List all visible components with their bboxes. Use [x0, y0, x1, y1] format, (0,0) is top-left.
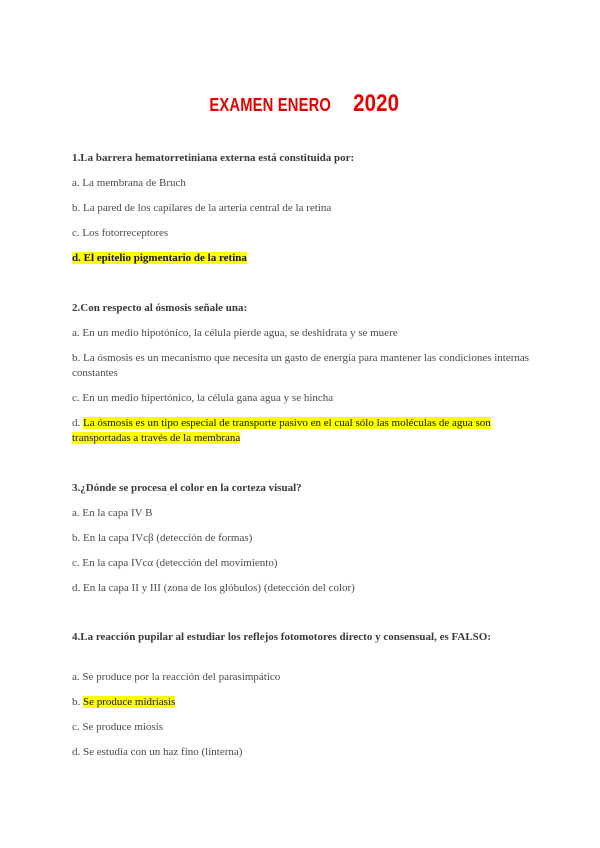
option-text: La ósmosis es un tipo especial de transporte pasivo en el cual sólo las moléculas de agua son transportadas a través de la membrana	[72, 417, 491, 444]
option-letter: a.	[72, 671, 80, 683]
option-text: La ósmosis es un mecanismo que necesita un gasto de energía para mantener las condiciones internas constantes	[72, 352, 530, 379]
option-text: Se produce midriasis	[83, 696, 176, 708]
option-letter: b.	[72, 696, 81, 708]
q4-option-a	[72, 670, 532, 685]
q3-option-a	[72, 506, 532, 521]
option-letter: a.	[72, 177, 80, 189]
option-text: En la capa IV B	[82, 507, 153, 519]
exam-title-year: 2020	[353, 90, 400, 117]
exam-title-main: EXAMEN ENERO	[209, 95, 332, 115]
option-text: En la capa II y III (zona de los glóbulos) (detección del color)	[83, 582, 355, 594]
q3-option-b	[72, 531, 532, 546]
option-letter: b.	[72, 202, 81, 214]
option-letter: d.	[72, 417, 81, 429]
option-text: En un medio hipertónico, la célula gana agua y se hincha	[82, 392, 334, 404]
option-text: Los fotorreceptores	[82, 227, 169, 239]
question-4: 4.La reacción pupilar al estudiar los reflejos fotomotores directo y consensual, es FALSO:	[72, 631, 491, 643]
q1-option-b	[72, 201, 532, 216]
option-text: En la capa IVcα (detección del movimiento)	[82, 557, 278, 569]
q2-option-a	[72, 326, 532, 341]
question-3: 3.¿Dónde se procesa el color en la corteza visual?	[72, 482, 302, 494]
option-letter: d.	[72, 582, 81, 594]
q2-option-d-correct	[72, 416, 532, 446]
option-text: En la capa IVcβ (detección de formas)	[83, 532, 253, 544]
exam-title	[0, 90, 600, 118]
q1-option-a	[72, 176, 532, 191]
q1-option-d-correct	[72, 251, 532, 266]
option-letter: c.	[72, 721, 80, 733]
q4-option-c	[72, 720, 532, 735]
question-1: 1.La barrera hematorretiniana externa está constituida por:	[72, 152, 355, 164]
q3-option-c	[72, 556, 532, 571]
option-text: Se produce miosis	[82, 721, 164, 733]
option-letter: b.	[72, 532, 81, 544]
option-text: En un medio hipotónico, la célula pierde agua, se deshidrata y se muere	[82, 327, 398, 339]
q4-option-d	[72, 745, 532, 760]
correct-answer-highlight	[72, 252, 247, 264]
option-text: Se produce por la reacción del parasimpático	[82, 671, 281, 683]
question-2: 2.Con respecto al ósmosis señale una:	[72, 302, 248, 314]
option-letter: a.	[72, 327, 80, 339]
q4-option-b-correct	[72, 695, 532, 710]
q2-option-c	[72, 391, 532, 406]
option-letter: c.	[72, 227, 80, 239]
option-letter: d.	[72, 746, 81, 758]
q2-option-b	[72, 351, 532, 381]
q3-option-d	[72, 581, 532, 596]
option-letter: c.	[72, 557, 80, 569]
option-letter: c.	[72, 392, 80, 404]
option-text: La pared de los capilares de la arteria central de la retina	[83, 202, 332, 214]
option-letter: d.	[72, 252, 81, 264]
option-text: La membrana de Bruch	[82, 177, 186, 189]
option-text: El epitelio pigmentario de la retina	[83, 252, 247, 264]
option-text: Se estudia con un haz fino (linterna)	[83, 746, 243, 758]
option-letter: a.	[72, 507, 80, 519]
option-letter: b.	[72, 352, 81, 364]
q1-option-c	[72, 226, 532, 241]
